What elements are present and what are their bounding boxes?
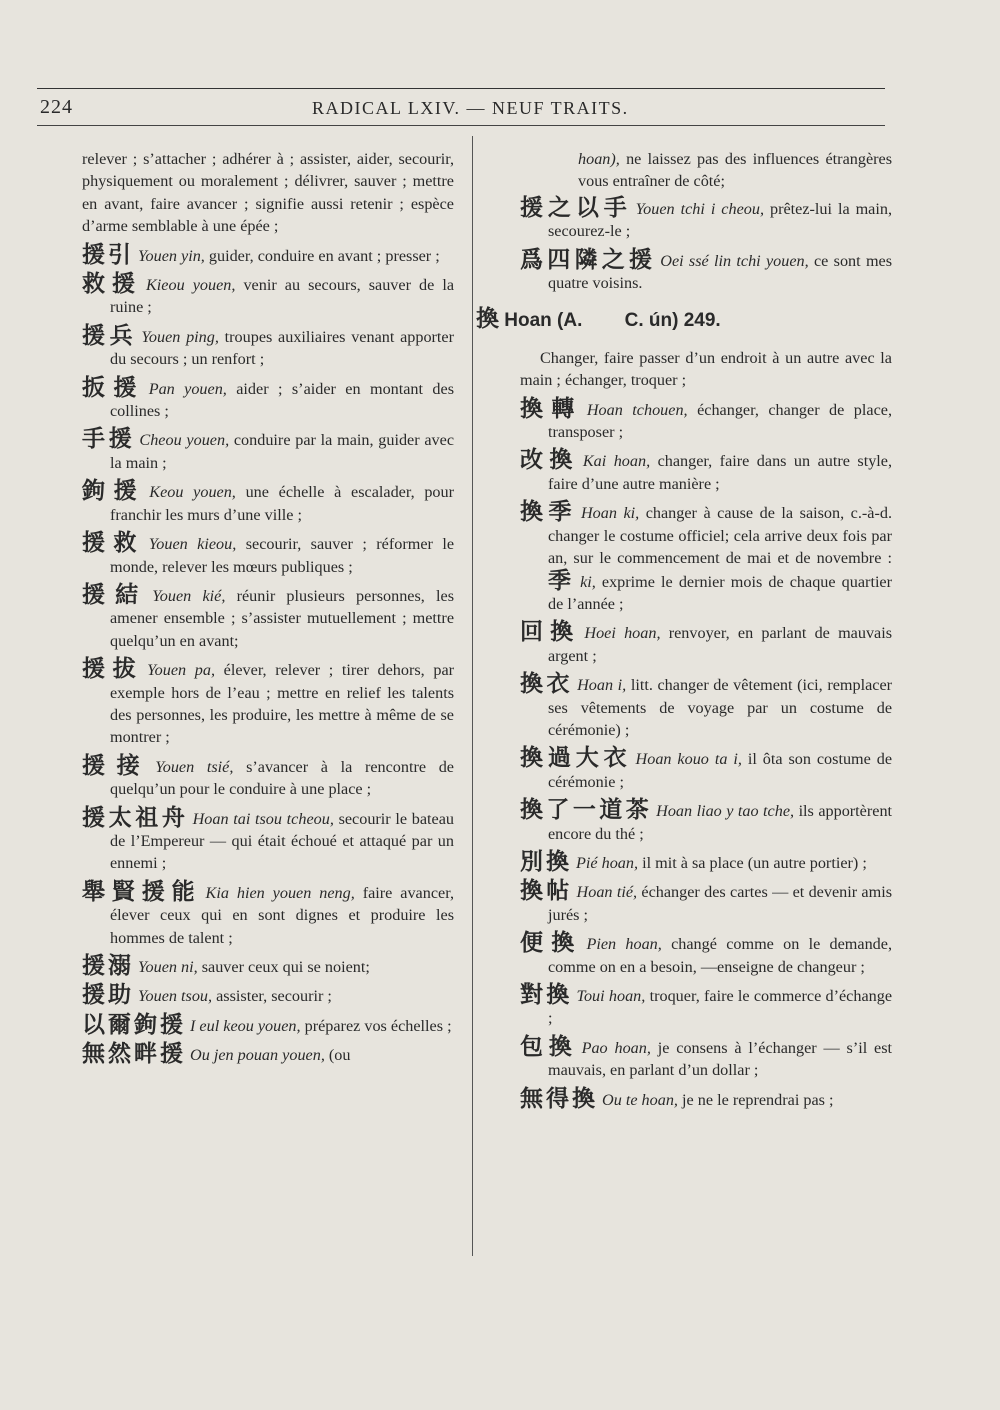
dictionary-entry xyxy=(82,804,454,875)
continued-text: ne laissez pas des influences étrangères vous entraîner de côté; xyxy=(578,150,893,191)
entry-characters: 便換 xyxy=(520,930,583,957)
intro-definition: relever ; s’attacher ; adhérer à ; assister, aider, secourir, physiquement ou moralement ; délivrer, sauver ; mettre en avant, faire avancer ; signifie aussi retenir ; espèce d’arme semblable à une épée ; xyxy=(82,150,454,236)
entry-definition: troupes auxiliaires venant apporter du secours ; un renfort ; xyxy=(110,327,455,369)
entry-definition: changé comme on le demande, comme on en a besoin, —enseigne de changeur ; xyxy=(548,935,893,976)
dictionary-entry xyxy=(520,501,892,615)
entry-romanization: I eul keou youen, xyxy=(190,1016,301,1035)
entry-characters: 援拔 xyxy=(82,656,144,683)
entry-definition: troquer, faire le commerce d’échange ; xyxy=(548,987,893,1028)
dictionary-entry xyxy=(520,880,892,926)
entry-characters: 換轉 xyxy=(520,395,583,422)
dictionary-entry xyxy=(82,878,454,949)
entry-romanization: Youen ni, xyxy=(138,958,198,976)
inline-example xyxy=(548,567,893,613)
header-bottom-rule xyxy=(37,125,885,126)
dictionary-entry xyxy=(82,955,454,978)
entry-characters: 爲四隣之援 xyxy=(520,246,657,273)
entry-characters: 對換 xyxy=(520,982,573,1008)
right-column xyxy=(476,148,893,1117)
entry-definition: prêtez-lui la main, secourez-le ; xyxy=(548,199,893,241)
entry-definition: secourir le bateau de l’Empereur — qui était échoué et attaqué par un ennemi ; xyxy=(110,809,454,873)
entry-romanization: Youen tsié, xyxy=(155,757,234,776)
entry-definition: échanger des cartes — et devenir amis jurés ; xyxy=(548,883,893,924)
dictionary-entry xyxy=(520,621,892,667)
entry-romanization: Oei ssé lin tchi youen, xyxy=(660,251,809,270)
entry-characters: 以爾鉤援 xyxy=(82,1011,186,1038)
dictionary-entry xyxy=(520,1085,892,1112)
entry-characters: 援結 xyxy=(82,581,149,608)
entry-definition: guider, conduire en avant ; presser ; xyxy=(208,246,440,265)
entry-characters: 換季 xyxy=(520,499,577,526)
entry-characters: 換過大衣 xyxy=(520,745,632,772)
entry-romanization: Ou te hoan, xyxy=(602,1090,678,1109)
entry-definition: préparez vos échelles ; xyxy=(304,1016,452,1035)
entry-definition: il ôta son costume de cérémonie ; xyxy=(548,750,893,791)
dictionary-entry xyxy=(520,194,893,243)
column-divider xyxy=(472,136,473,1256)
entry-definition: changer à cause de la saison, c.-à-d. changer le costume officiel; cela arrive deux fois par an, sur le commencement de mai et de novembre : xyxy=(548,504,893,568)
entry-definition: sauver ceux qui se noient; xyxy=(201,958,370,976)
dictionary-entry xyxy=(82,532,454,578)
entry-romanization: Youen kié, xyxy=(152,586,226,605)
dictionary-entry xyxy=(520,984,892,1030)
entry-characters: 援太祖舟 xyxy=(82,804,189,831)
dictionary-entry xyxy=(520,747,892,793)
entry-characters: 無然畔援 xyxy=(82,1041,186,1068)
entry-characters: 援接 xyxy=(82,752,152,779)
entry-characters: 援溺 xyxy=(82,953,134,979)
entry-romanization: Hoan liao y tao tche, xyxy=(656,802,795,821)
entry-definition: ce sont mes quatre voisins. xyxy=(548,251,893,293)
entry-definition: faire avancer, élever ceux qui en sont dignes et produire les hommes de talent ; xyxy=(110,883,454,947)
dictionary-entry xyxy=(520,932,892,978)
entry-definition: il mit à sa place (un autre portier) ; xyxy=(642,853,867,872)
dictionary-entry xyxy=(82,752,454,801)
entry-romanization: Hoan i, xyxy=(577,676,627,695)
dictionary-entry xyxy=(520,449,892,495)
entry-characters: 換了一道茶 xyxy=(520,797,653,824)
entry-romanization: Pié hoan, xyxy=(576,853,639,872)
entry-definition: échanger, changer de place, transposer ; xyxy=(548,400,893,442)
dictionary-entry xyxy=(82,1011,454,1038)
entry-romanization: Cheou youen, xyxy=(139,431,230,450)
head-entry xyxy=(476,308,892,332)
continued-entry xyxy=(520,148,892,193)
dictionary-entry xyxy=(520,848,892,875)
entry-romanization: Pan youen, xyxy=(148,379,227,398)
dictionary-entry xyxy=(82,374,454,423)
dictionary-entry xyxy=(82,480,454,526)
dictionary-entry xyxy=(520,673,892,741)
entry-romanization: Pao hoan, xyxy=(581,1038,651,1057)
dictionary-entry xyxy=(82,241,454,268)
dictionary-entry xyxy=(520,246,893,295)
entry-characters: 無得換 xyxy=(520,1085,598,1112)
dictionary-entry xyxy=(520,799,892,845)
entry-characters: 舉賢援能 xyxy=(82,878,202,905)
entry-romanization: Youen yin, xyxy=(138,246,205,265)
entry-characters: 包換 xyxy=(520,1033,578,1060)
entry-characters: 鉤援 xyxy=(82,478,146,505)
entry-romanization: Ou jen pouan youen, xyxy=(190,1046,325,1065)
entry-characters: 換衣 xyxy=(520,671,574,698)
entry-characters: 援救 xyxy=(82,530,145,557)
entry-romanization: Hoan tchouen, xyxy=(586,400,688,419)
entry-definition: renvoyer, en parlant de mauvais argent ; xyxy=(548,624,893,665)
entry-characters: 救援 xyxy=(82,271,142,298)
entry-definition: conduire par la main, guider avec la main ; xyxy=(110,431,455,472)
header-top-rule xyxy=(37,88,885,89)
entry-definition: assister, secourir ; xyxy=(216,987,332,1006)
right-entries xyxy=(520,395,893,1112)
entry-characters: 手援 xyxy=(82,426,136,453)
dictionary-entry xyxy=(82,322,455,371)
inline-definition: exprime le dernier mois de chaque quartier de l’année ; xyxy=(548,572,893,613)
page-number: 224 xyxy=(40,96,73,118)
continued-romanization: hoan), xyxy=(578,150,620,168)
entry-romanization: Hoan tai tsou tcheou, xyxy=(192,809,334,828)
entry-romanization: Youen tsou, xyxy=(138,987,213,1006)
entry-characters: 援引 xyxy=(82,241,134,268)
entry-definition: aider ; s’aider en montant des collines ; xyxy=(110,379,454,421)
entry-romanization: Toui hoan, xyxy=(576,987,646,1005)
entry-characters: 援之以手 xyxy=(520,194,632,221)
entry-definition: secourir, sauver ; réformer le monde, relever les mœurs publiques ; xyxy=(110,535,455,576)
dictionary-entry xyxy=(82,658,454,749)
entry-romanization: Youen kieou, xyxy=(148,535,237,554)
dictionary-entry xyxy=(520,1033,893,1082)
dictionary-entry xyxy=(82,581,454,652)
entry-characters: 援兵 xyxy=(82,322,138,349)
entry-romanization: Keou youen, xyxy=(149,483,236,502)
entry-definition: litt. changer de vêtement (ici, remplacer ses vêtements de voyage par un costume de cérémonie) ; xyxy=(548,676,893,739)
entry-romanization: Hoei hoan, xyxy=(584,624,661,643)
right-pre-entries xyxy=(520,194,893,295)
dictionary-entry xyxy=(82,428,454,474)
entry-definition: élever, relever ; tirer dehors, par exemple hors de l’eau ; mettre en relief les talents des personnes, les produire, les mettre à même de se montrer ; xyxy=(110,661,455,747)
dictionary-entry xyxy=(82,1043,454,1066)
entry-romanization: Hoan ki, xyxy=(580,504,640,523)
entry-characters: 援助 xyxy=(82,982,134,1009)
head-char: 換 xyxy=(476,306,499,333)
entry-definition: réunir plusieurs personnes, les amener ensemble ; s’assister mutuellement ; mettre quelqu’un en avant; xyxy=(110,586,454,650)
left-column xyxy=(82,148,454,1073)
entry-definition: une échelle à escalader, pour franchir les murs d’une ville ; xyxy=(110,483,454,524)
inline-characters: 季 xyxy=(548,567,577,594)
entry-romanization: Kia hien youen neng, xyxy=(205,883,355,902)
entry-romanization: Kai hoan, xyxy=(582,452,651,471)
head-definition: Changer, faire passer d’un endroit à un autre avec la main ; échanger, troquer ; xyxy=(520,348,892,390)
entry-romanization: Kieou youen, xyxy=(146,276,236,295)
entry-definition: venir au secours, sauver de la ruine ; xyxy=(110,276,455,317)
dictionary-entry xyxy=(82,984,454,1007)
running-title: RADICAL LXIV. — NEUF TRAITS. xyxy=(312,98,629,118)
inline-romanization: ki, xyxy=(580,572,596,591)
entry-definition: (ou xyxy=(328,1046,351,1065)
entry-romanization: Youen pa, xyxy=(147,661,216,680)
entry-definition: s’avancer à la rencontre de quelqu’un pour le conduire à une place ; xyxy=(110,757,454,799)
entry-romanization: Hoan kouo ta i, xyxy=(635,750,742,769)
entry-definition: changer, faire dans un autre style, faire d’une autre manière ; xyxy=(548,452,893,493)
entry-characters: 回換 xyxy=(520,619,581,646)
entry-characters: 別換 xyxy=(520,848,572,875)
entry-characters: 換帖 xyxy=(520,878,573,905)
head-text: Hoan (A. C. ún) 249. xyxy=(504,310,721,332)
entry-romanization: Youen ping, xyxy=(141,327,219,346)
left-entries xyxy=(82,241,455,1068)
entry-romanization: Hoan tié, xyxy=(576,883,638,902)
entry-romanization: Youen tchi i cheou, xyxy=(635,199,764,218)
entry-characters: 改換 xyxy=(520,447,579,474)
entry-definition: ils apportèrent encore du thé ; xyxy=(548,802,893,843)
entry-romanization: Pien hoan, xyxy=(586,935,662,954)
dictionary-entry xyxy=(82,273,454,319)
entry-definition: je consens à l’échanger — s’il est mauvais, en parlant d’un dollar ; xyxy=(548,1038,893,1080)
dictionary-entry xyxy=(520,395,893,444)
entry-characters: 扳援 xyxy=(82,374,145,401)
entry-definition: je ne le reprendrai pas ; xyxy=(682,1090,834,1109)
